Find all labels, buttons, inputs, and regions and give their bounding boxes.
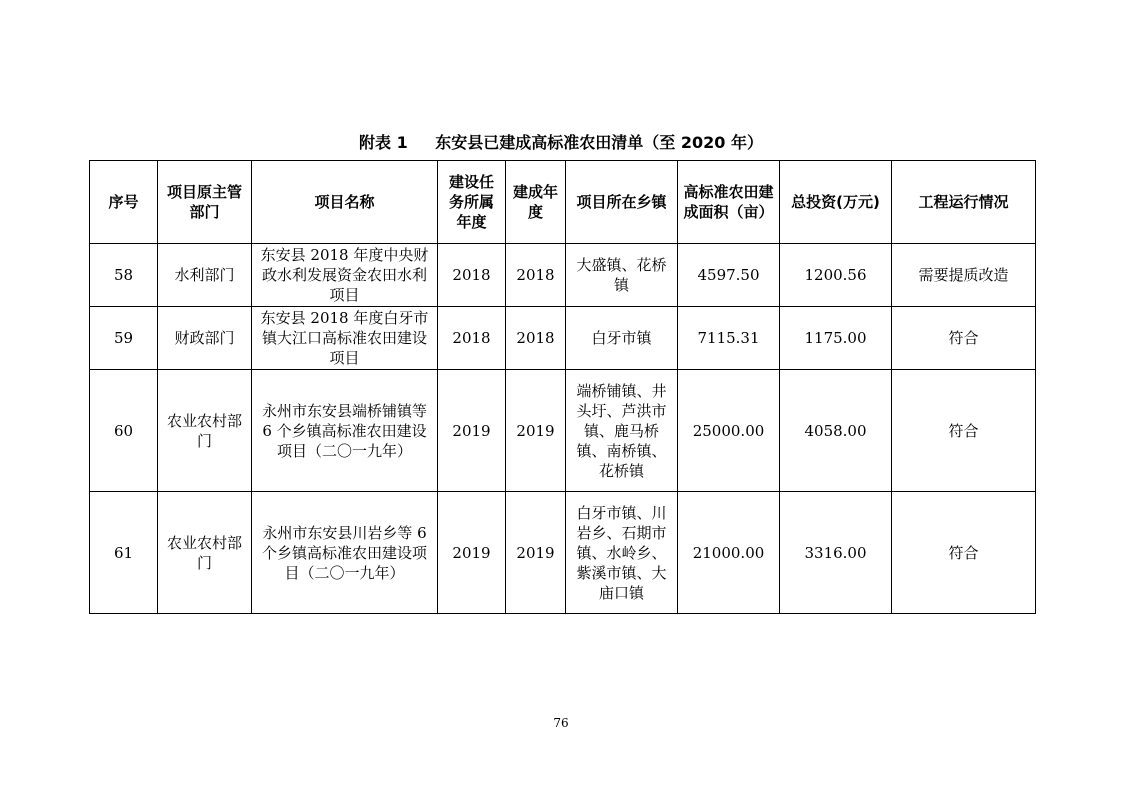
cell-area: 21000.00 <box>678 492 780 614</box>
cell-area: 4597.50 <box>678 244 780 307</box>
cell-town: 白牙市镇 <box>566 307 678 370</box>
cell-name: 东安县 2018 年度中央财政水利发展资金农田水利项目 <box>252 244 438 307</box>
cell-seq: 58 <box>90 244 158 307</box>
cell-town: 端桥铺镇、井头圩、芦洪市镇、鹿马桥镇、南桥镇、花桥镇 <box>566 370 678 492</box>
cell-seq: 60 <box>90 370 158 492</box>
header-status: 工程运行情况 <box>892 161 1036 244</box>
cell-invest: 1200.56 <box>780 244 892 307</box>
table-title <box>0 130 1122 153</box>
cell-build-year: 2019 <box>506 370 566 492</box>
cell-name: 永州市东安县端桥铺镇等 6 个乡镇高标准农田建设项目（二〇一九年） <box>252 370 438 492</box>
cell-seq: 59 <box>90 307 158 370</box>
cell-area: 7115.31 <box>678 307 780 370</box>
cell-invest: 3316.00 <box>780 492 892 614</box>
cell-build-year: 2019 <box>506 492 566 614</box>
cell-invest: 1175.00 <box>780 307 892 370</box>
header-dept: 项目原主管部门 <box>158 161 252 244</box>
table-title-label: 附表 1 <box>359 133 408 152</box>
table-row <box>90 244 1036 307</box>
cell-name: 东安县 2018 年度白牙市镇大江口高标准农田建设项目 <box>252 307 438 370</box>
header-seq: 序号 <box>90 161 158 244</box>
cell-dept: 水利部门 <box>158 244 252 307</box>
cell-task-year: 2018 <box>438 244 506 307</box>
table-row <box>90 370 1036 492</box>
cell-invest: 4058.00 <box>780 370 892 492</box>
cell-status: 符合 <box>892 307 1036 370</box>
header-name: 项目名称 <box>252 161 438 244</box>
header-invest: 总投资(万元) <box>780 161 892 244</box>
header-build-year: 建成年度 <box>506 161 566 244</box>
cell-name: 永州市东安县川岩乡等 6 个乡镇高标准农田建设项目（二〇一九年） <box>252 492 438 614</box>
cell-status: 需要提质改造 <box>892 244 1036 307</box>
table-header-row <box>90 161 1036 244</box>
farmland-table <box>89 160 1036 614</box>
cell-town: 大盛镇、花桥镇 <box>566 244 678 307</box>
cell-seq: 61 <box>90 492 158 614</box>
cell-status: 符合 <box>892 492 1036 614</box>
cell-build-year: 2018 <box>506 244 566 307</box>
header-task-year: 建设任务所属年度 <box>438 161 506 244</box>
cell-dept: 财政部门 <box>158 307 252 370</box>
cell-area: 25000.00 <box>678 370 780 492</box>
cell-status: 符合 <box>892 370 1036 492</box>
table-row <box>90 307 1036 370</box>
cell-task-year: 2019 <box>438 492 506 614</box>
cell-dept: 农业农村部门 <box>158 492 252 614</box>
header-town: 项目所在乡镇 <box>566 161 678 244</box>
table-row <box>90 492 1036 614</box>
cell-town: 白牙市镇、川岩乡、石期市镇、水岭乡、紫溪市镇、大庙口镇 <box>566 492 678 614</box>
cell-build-year: 2018 <box>506 307 566 370</box>
cell-task-year: 2019 <box>438 370 506 492</box>
page-number: 76 <box>553 716 569 730</box>
header-area: 高标准农田建成面积（亩） <box>678 161 780 244</box>
cell-dept: 农业农村部门 <box>158 370 252 492</box>
table-title-text: 东安县已建成高标准农田清单（至 2020 年） <box>435 133 763 152</box>
cell-task-year: 2018 <box>438 307 506 370</box>
